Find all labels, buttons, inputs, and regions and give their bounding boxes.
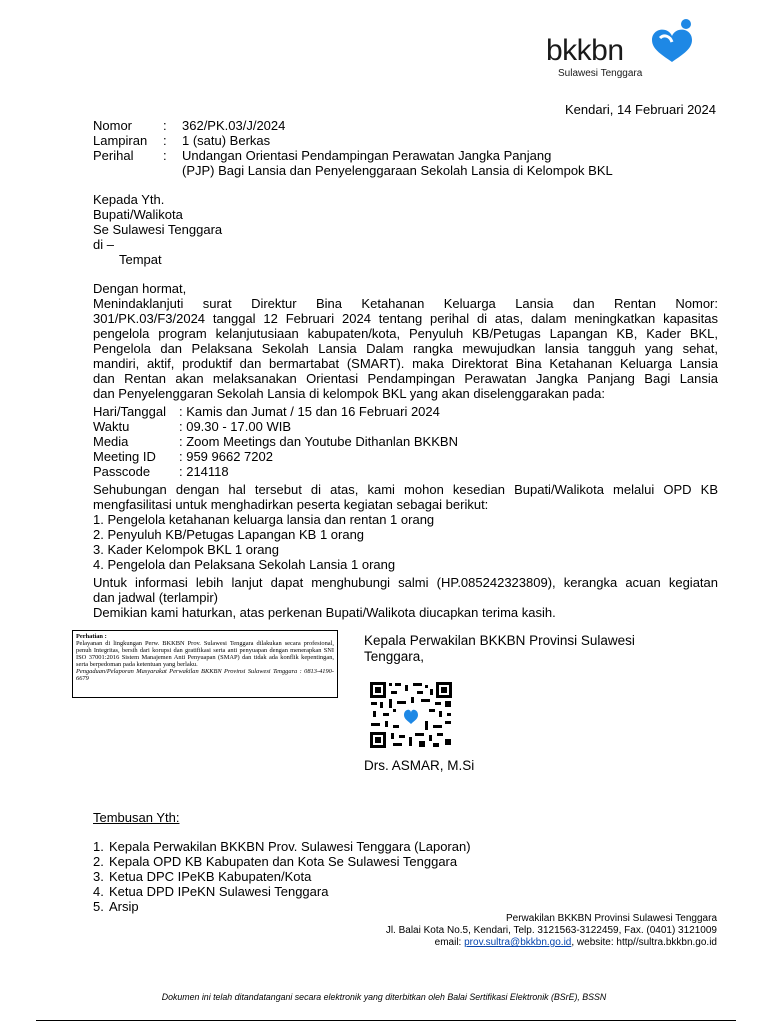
addressee-line: Kepada Yth.: [93, 192, 165, 207]
detail-value: : 214118: [179, 464, 229, 479]
cc-title: Tembusan Yth:: [93, 810, 180, 825]
closing-line: Demikian kami haturkan, atas perkenan Bupati/Walikota diucapkan terima kasih.: [93, 605, 556, 620]
paragraph-line: 301/PK.03/F3/2024 tanggal 12 Februari 2024 tentang perihal di atas, dalam meningkatkan kapasitas: [93, 311, 718, 326]
logo-heart-icon: [646, 18, 698, 62]
logo-wordmark: bkkbn: [546, 34, 624, 67]
participant-item: 1. Pengelola ketahanan keluarga lansia dan rentan 1 orang: [93, 512, 435, 527]
footer-org: Perwakilan BKKBN Provinsi Sulawesi Tenggara: [505, 913, 717, 924]
footer-website: , website: http//sultra.bkkbn.go.id: [571, 937, 717, 948]
meta-colon: :: [163, 118, 167, 133]
bottom-divider: [36, 1020, 736, 1021]
info-line: dan jadwal (terlampir): [93, 590, 218, 605]
footer-email-link[interactable]: prov.sultra@bkkbn.go.id: [464, 937, 572, 948]
participant-item: 3. Kader Kelompok BKL 1 orang: [93, 542, 279, 557]
paragraph-line: dan Penyelenggaran Sekolah Lansia di kelompok BKL yang akan diselenggarakan pada:: [93, 386, 605, 401]
meta-value: 1 (satu) Berkas: [182, 133, 271, 148]
paragraph-line: Pengelola dan Pelaksana Sekolah Lansia Dalam rangka mewujudkan lansia tangguh yang sehat,: [93, 341, 718, 356]
detail-key: Meeting ID: [93, 449, 156, 464]
info-line: Untuk informasi lebih lanjut dapat menghubungi salmi (HP.085242323809), kerangka acuan kegiatan: [93, 575, 718, 590]
meta-colon: :: [163, 148, 167, 163]
detail-key: Hari/Tanggal: [93, 404, 166, 419]
qr-code-icon: [369, 681, 453, 749]
greeting: Dengan hormat,: [93, 281, 187, 296]
meta-key: Lampiran: [93, 133, 148, 148]
addressee-line: Se Sulawesi Tenggara: [93, 222, 223, 237]
paragraph-line: pengelola program kelanjutusiaan kabupaten/kota, Penyuluh KB/Petugas Lapangan KB, Kader BKL,: [93, 326, 718, 341]
addressee-line: Tempat: [119, 252, 162, 267]
letter-date: Kendari, 14 Februari 2024: [564, 102, 716, 117]
signer-name: Drs. ASMAR, M.Si: [364, 758, 475, 773]
detail-value: : Zoom Meetings dan Youtube Dithanlan BKKBN: [179, 434, 458, 449]
footer-email-label: email:: [434, 937, 465, 948]
notice-title: Perhatian :: [76, 633, 107, 640]
meta-colon: :: [163, 133, 167, 148]
bkkbn-logo: [540, 14, 700, 82]
paragraph-line: mandiri, aktif, produktif dan bermartabat (SMART). maka Direktorat Bina Ketahanan Keluarga Lansia: [93, 356, 718, 371]
meta-key: Perihal: [93, 148, 134, 163]
footer-contact: [435, 937, 717, 948]
addressee-line: di –: [93, 237, 114, 252]
detail-key: Waktu: [93, 419, 130, 434]
signature-title: Kepala Perwakilan BKKBN Provinsi Sulawesi Tenggara,: [364, 633, 635, 664]
detail-key: Passcode: [93, 464, 151, 479]
detail-value: : Kamis dan Jumat / 15 dan 16 Februari 2024: [179, 404, 440, 419]
footer-address: Jl. Balai Kota No.5, Kendari, Telp. 3121563-3122459, Fax. (0401) 3121009: [385, 925, 717, 936]
bsre-statement: Dokumen ini telah ditandatangani secara elektronik yang diterbitkan oleh Balai Sertifikasi Elektronik (BSrE), BSSN: [161, 992, 607, 1002]
paragraph-line: mengfasilitasi untuk menghadirkan peserta kegiatan sebagai berikut:: [93, 497, 489, 512]
detail-value: : 959 9662 7202: [179, 449, 273, 464]
paragraph-line: Sehubungan dengan hal tersebut di atas, kami mohon kesedian Bupati/Walikota melalui OPD KB: [93, 482, 718, 497]
participant-item: 4. Pengelola dan Pelaksana Sekolah Lansia 1 orang: [93, 557, 396, 572]
meta-value: 362/PK.03/J/2024: [182, 118, 286, 133]
notice-footer: Pengaduan/Pelaporan Masyarakat Perwakilan BKKBN Provinsi Sulawesi Tenggara : 0813-4190-6679: [76, 668, 334, 682]
participant-item: 2. Penyuluh KB/Petugas Lapangan KB 1 orang: [93, 527, 365, 542]
meta-continuation: (PJP) Bagi Lansia dan Penyelenggaraan Sekolah Lansia di Kelompok BKL: [182, 163, 613, 178]
detail-key: Media: [93, 434, 129, 449]
notice-body: Pelayanan di lingkungan Perw. BKKBN Prov. Sulawesi Tenggara dilakukan secara profesional, penuh Integritas, bersih dari korupsi dan gratifikasi serta anti penyuapan dengan menerapkan SNI ISO 37001:2016 Sistem Manajemen Anti Penyuapan (SMAP) dan tidak ada konflik kepentingan, serta berpedoman pada ketentuan yang berlaku.: [76, 640, 334, 668]
notice-box: [72, 630, 338, 698]
paragraph-line: Menindaklanjuti surat Direktur Bina Ketahanan Keluarga Lansia dan Rentan Nomor:: [93, 296, 718, 311]
meta-value: Undangan Orientasi Pendampingan Perawatan Jangka Panjang: [182, 148, 552, 163]
addressee-line: Bupati/Walikota: [93, 207, 183, 222]
logo-subtitle: Sulawesi Tenggara: [558, 68, 643, 79]
paragraph-line: dan Rentan akan melaksanakan Orientasi Pendampingan Perawatan Jangka Panjang Bagi Lansia: [93, 371, 718, 386]
detail-value: : 09.30 - 17.00 WIB: [179, 419, 292, 434]
meta-key: Nomor: [93, 118, 133, 133]
